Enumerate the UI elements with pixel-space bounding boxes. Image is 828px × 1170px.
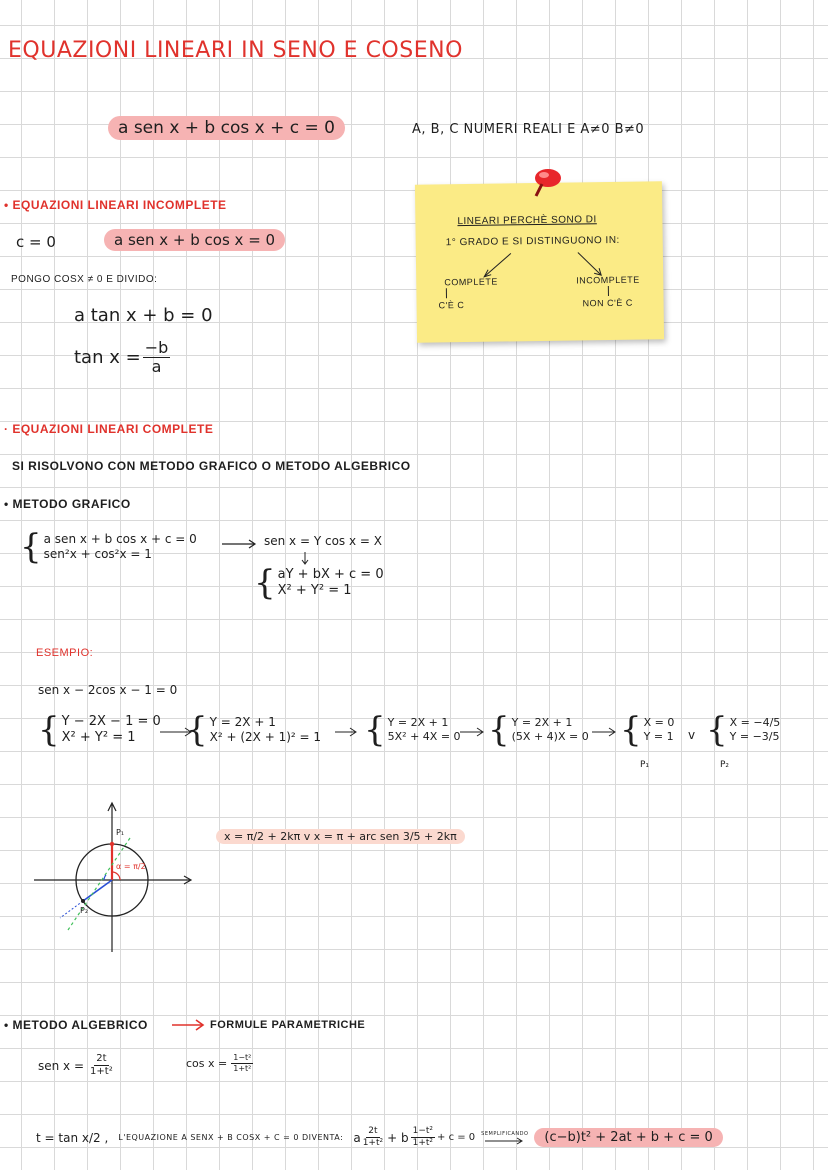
final-line [36, 1127, 723, 1148]
sen-lhs: sen x = [38, 1058, 85, 1073]
main-equation: a sen x + b cos x + c = 0 [108, 116, 345, 140]
note-line2: 1° GRADO E SI DISTINGUONO IN: [445, 234, 620, 249]
sticky-note [415, 181, 664, 342]
methods-text: SI RISOLVONO CON METODO GRAFICO O METODO ALGEBRICO [12, 459, 411, 473]
example-system-5-line-2: Y = 1 [643, 730, 674, 743]
example-system-6: { X = −4/5 Y = −3/5 [706, 710, 781, 750]
sen-numerator: 2t [96, 1053, 107, 1064]
system-1-line-2: sen²x + cos²x = 1 [43, 547, 152, 561]
arrow-icon [460, 727, 486, 737]
down-arrow-icon [300, 552, 310, 566]
note-arrows [415, 181, 664, 342]
note-right-label: INCOMPLETE [576, 274, 640, 286]
tan-numerator: −b [144, 338, 169, 357]
tan-denominator: a [151, 357, 162, 376]
coef-a: a [353, 1130, 361, 1145]
arrow-icon [485, 1137, 525, 1145]
plus-c: + c = 0 [437, 1132, 476, 1143]
cos-formula [186, 1054, 255, 1073]
example-system-6-line-1: X = −4/5 [729, 716, 781, 730]
example-system-6-line-2: Y = −3/5 [729, 730, 780, 743]
f1-numerator: 2t [368, 1126, 378, 1136]
plus-b: + b [387, 1130, 409, 1145]
incomplete-heading: • EQUAZIONI LINEARI INCOMPLETE [4, 198, 227, 212]
example-system-3-line-1: Y = 2X + 1 [387, 716, 449, 730]
example-system-5-line-1: X = 0 [643, 716, 675, 730]
example-system-2-line-2: X² + (2X + 1)² = 1 [209, 730, 322, 744]
formule-parametriche: FORMULE PARAMETRICHE [210, 1019, 366, 1031]
example-equation: sen x − 2cos x − 1 = 0 [38, 683, 178, 697]
example-system-3: { Y = 2X + 1 5X² + 4X = 0 [364, 710, 461, 750]
f1-denominator: 1+t² [362, 1138, 384, 1148]
alpha-label: α = π/2 [116, 862, 146, 871]
cos-denominator: 1+t² [233, 1064, 252, 1073]
example-system-5: { X = 0 Y = 1 [620, 710, 675, 750]
example-label: ESEMPIO: [36, 647, 94, 659]
system-2-line-2: X² + Y² = 1 [277, 583, 352, 598]
arrow-icon [222, 539, 258, 549]
tan-solution [74, 340, 172, 375]
system-1-line-1: a sen x + b cos x + c = 0 [43, 532, 197, 546]
algebraic-heading: • METODO ALGEBRICO [4, 1018, 148, 1032]
graphic-heading: • METODO GRAFICO [4, 497, 131, 511]
example-system-2: { Y = 2X + 1 X² + (2X + 1)² = 1 [186, 710, 322, 750]
f2-numerator: 1−t² [412, 1126, 434, 1136]
substitution-text: sen x = Y cos x = X [264, 534, 382, 548]
sen-denominator: 1+t² [90, 1066, 113, 1077]
parametric-result: (c−b)t² + 2at + b + c = 0 [534, 1128, 722, 1147]
arrow-icon [335, 727, 359, 737]
page-title: EQUAZIONI LINEARI IN SENO E COSENO [8, 38, 463, 63]
cos-numerator: 1−t² [233, 1053, 252, 1062]
c-zero-text: c = 0 [16, 233, 56, 251]
arrow-icon [172, 1019, 206, 1031]
example-system-4-line-1: Y = 2X + 1 [511, 716, 573, 730]
complete-heading: · EQUAZIONI LINEARI COMPLETE [4, 422, 214, 436]
note-left-label: COMPLETE [444, 276, 498, 288]
p2-label: P₂ [720, 760, 730, 770]
example-system-4-line-2: (5X + 4)X = 0 [511, 730, 589, 743]
tan-lhs: tan x = [74, 347, 141, 368]
radius-p2 [83, 880, 112, 901]
note-left-sub: C'È C [438, 300, 465, 311]
example-solution: x = π/2 + 2kπ v x = π + arc sen 3/5 + 2kπ [216, 829, 465, 844]
p1-label: P₁ [640, 760, 650, 770]
cos-lhs: cos x = [186, 1057, 228, 1070]
example-system-1-line-2: X² + Y² = 1 [61, 730, 136, 745]
sen-formula [38, 1054, 115, 1077]
example-system-1: { Y − 2X − 1 = 0 X² + Y² = 1 [38, 710, 161, 750]
example-system-4: { Y = 2X + 1 (5X + 4)X = 0 [488, 710, 589, 750]
p2-circle-label: P₂ [80, 906, 89, 915]
divide-note: PONGO COSX ≠ 0 E DIVIDO: [11, 274, 158, 285]
note-right-sub: NON C'È C [582, 297, 633, 309]
example-system-2-line-1: Y = 2X + 1 [209, 715, 276, 729]
tan-equation: a tan x + b = 0 [74, 305, 213, 326]
example-system-1-line-1: Y − 2X − 1 = 0 [61, 713, 161, 729]
conditions-text: A, B, C NUMERI REALI E A≠0 B≠0 [412, 122, 645, 137]
t-definition: t = tan x/2 , [36, 1130, 109, 1145]
becomes-text: L'EQUAZIONE A SENX + B COSX + C = 0 DIVENTA: [118, 1133, 344, 1142]
simplify-label: SEMPLIFICANDO [481, 1130, 529, 1137]
system-1: { a sen x + b cos x + c = 0 sen²x + cos²x = 1 [20, 527, 197, 567]
p1-circle-label: P₁ [116, 828, 125, 837]
system-2: { aY + bX + c = 0 X² + Y² = 1 [254, 563, 384, 603]
system-2-line-1: aY + bX + c = 0 [277, 566, 384, 582]
f2-denominator: 1+t² [412, 1138, 434, 1148]
example-system-3-line-2: 5X² + 4X = 0 [387, 730, 461, 743]
unit-circle-diagram [30, 800, 200, 960]
incomplete-equation: a sen x + b cos x = 0 [104, 229, 285, 251]
or-symbol: v [688, 728, 696, 742]
arrow-icon [592, 727, 618, 737]
line-y-2x-1 [68, 838, 130, 930]
note-line1: LINEARI PERCHÈ SONO DI [457, 214, 597, 228]
pushpin-icon [528, 166, 568, 198]
